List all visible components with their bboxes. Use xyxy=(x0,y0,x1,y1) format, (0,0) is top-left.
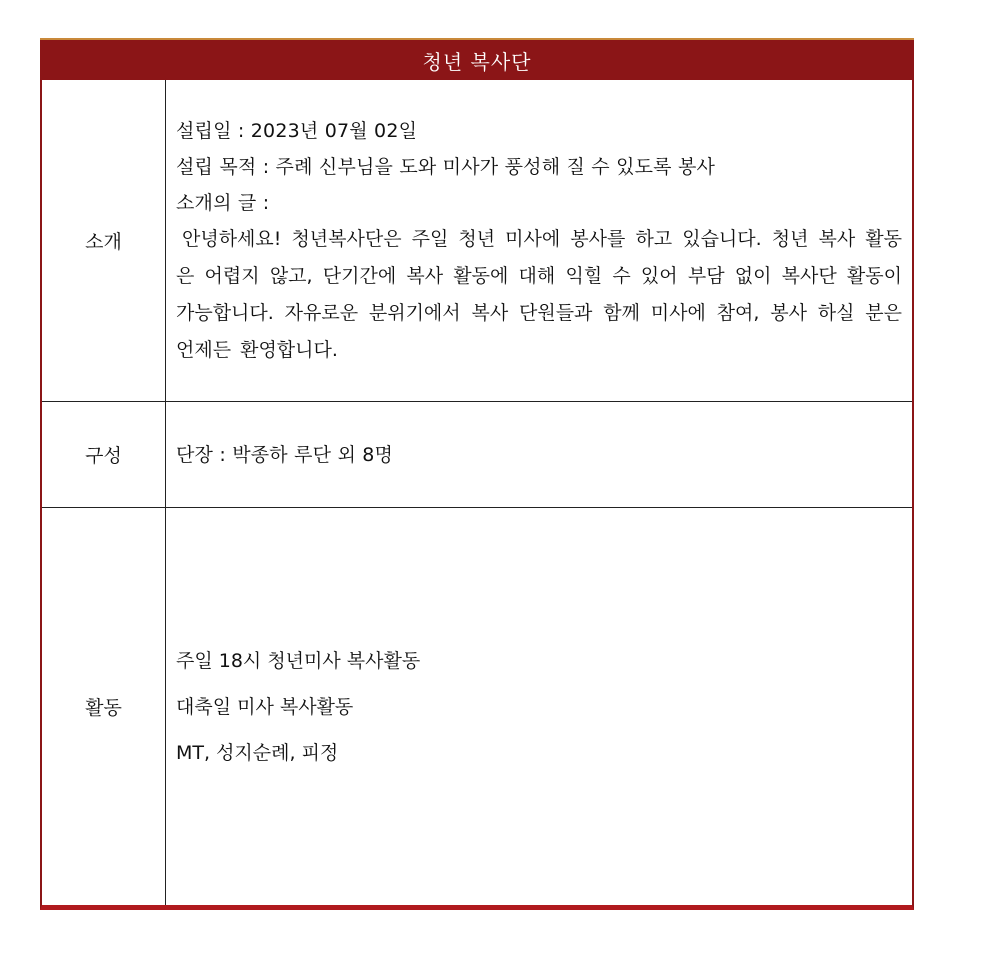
info-table xyxy=(40,38,914,910)
table-title: 청년 복사단 xyxy=(40,38,914,80)
purpose-text: 설립 목적 : 주례 신부님을 도와 미사가 풍성해 질 수 있도록 봉사 xyxy=(176,155,716,178)
row-intro xyxy=(42,80,912,401)
content-activities xyxy=(166,508,912,905)
intro-heading: 소개의 글 : xyxy=(176,191,270,214)
intro-paragraph: 안녕하세요! 청년복사단은 주일 청년 미사에 봉사를 하고 있습니다. 청년 복사 활동은 어렵지 않고, 단기간에 복사 활동에 대해 익힐 수 있어 부담 없이 복사단 활동이 가능합니다. 자유로운 분위기에서 복사 단원들과 함께 미사에 참여, 봉사 하실 분은 언제든 환영합니다. xyxy=(176,227,902,361)
table-body xyxy=(40,80,914,910)
row-activities xyxy=(42,507,912,905)
founded-date: 설립일 : 2023년 07월 02일 xyxy=(176,119,418,142)
activity-item: 주일 18시 청년미사 복사활동 xyxy=(176,649,421,672)
activity-item: 대축일 미사 복사활동 xyxy=(176,695,354,718)
label-intro: 소개 xyxy=(42,80,166,401)
activity-item: MT, 성지순례, 피정 xyxy=(176,741,339,764)
composition-text: 단장 : 박종하 루단 외 8명 xyxy=(176,443,394,466)
content-composition xyxy=(166,402,912,507)
content-intro xyxy=(166,80,912,401)
row-composition xyxy=(42,401,912,507)
label-activities: 활동 xyxy=(42,508,166,905)
label-composition: 구성 xyxy=(42,402,166,507)
